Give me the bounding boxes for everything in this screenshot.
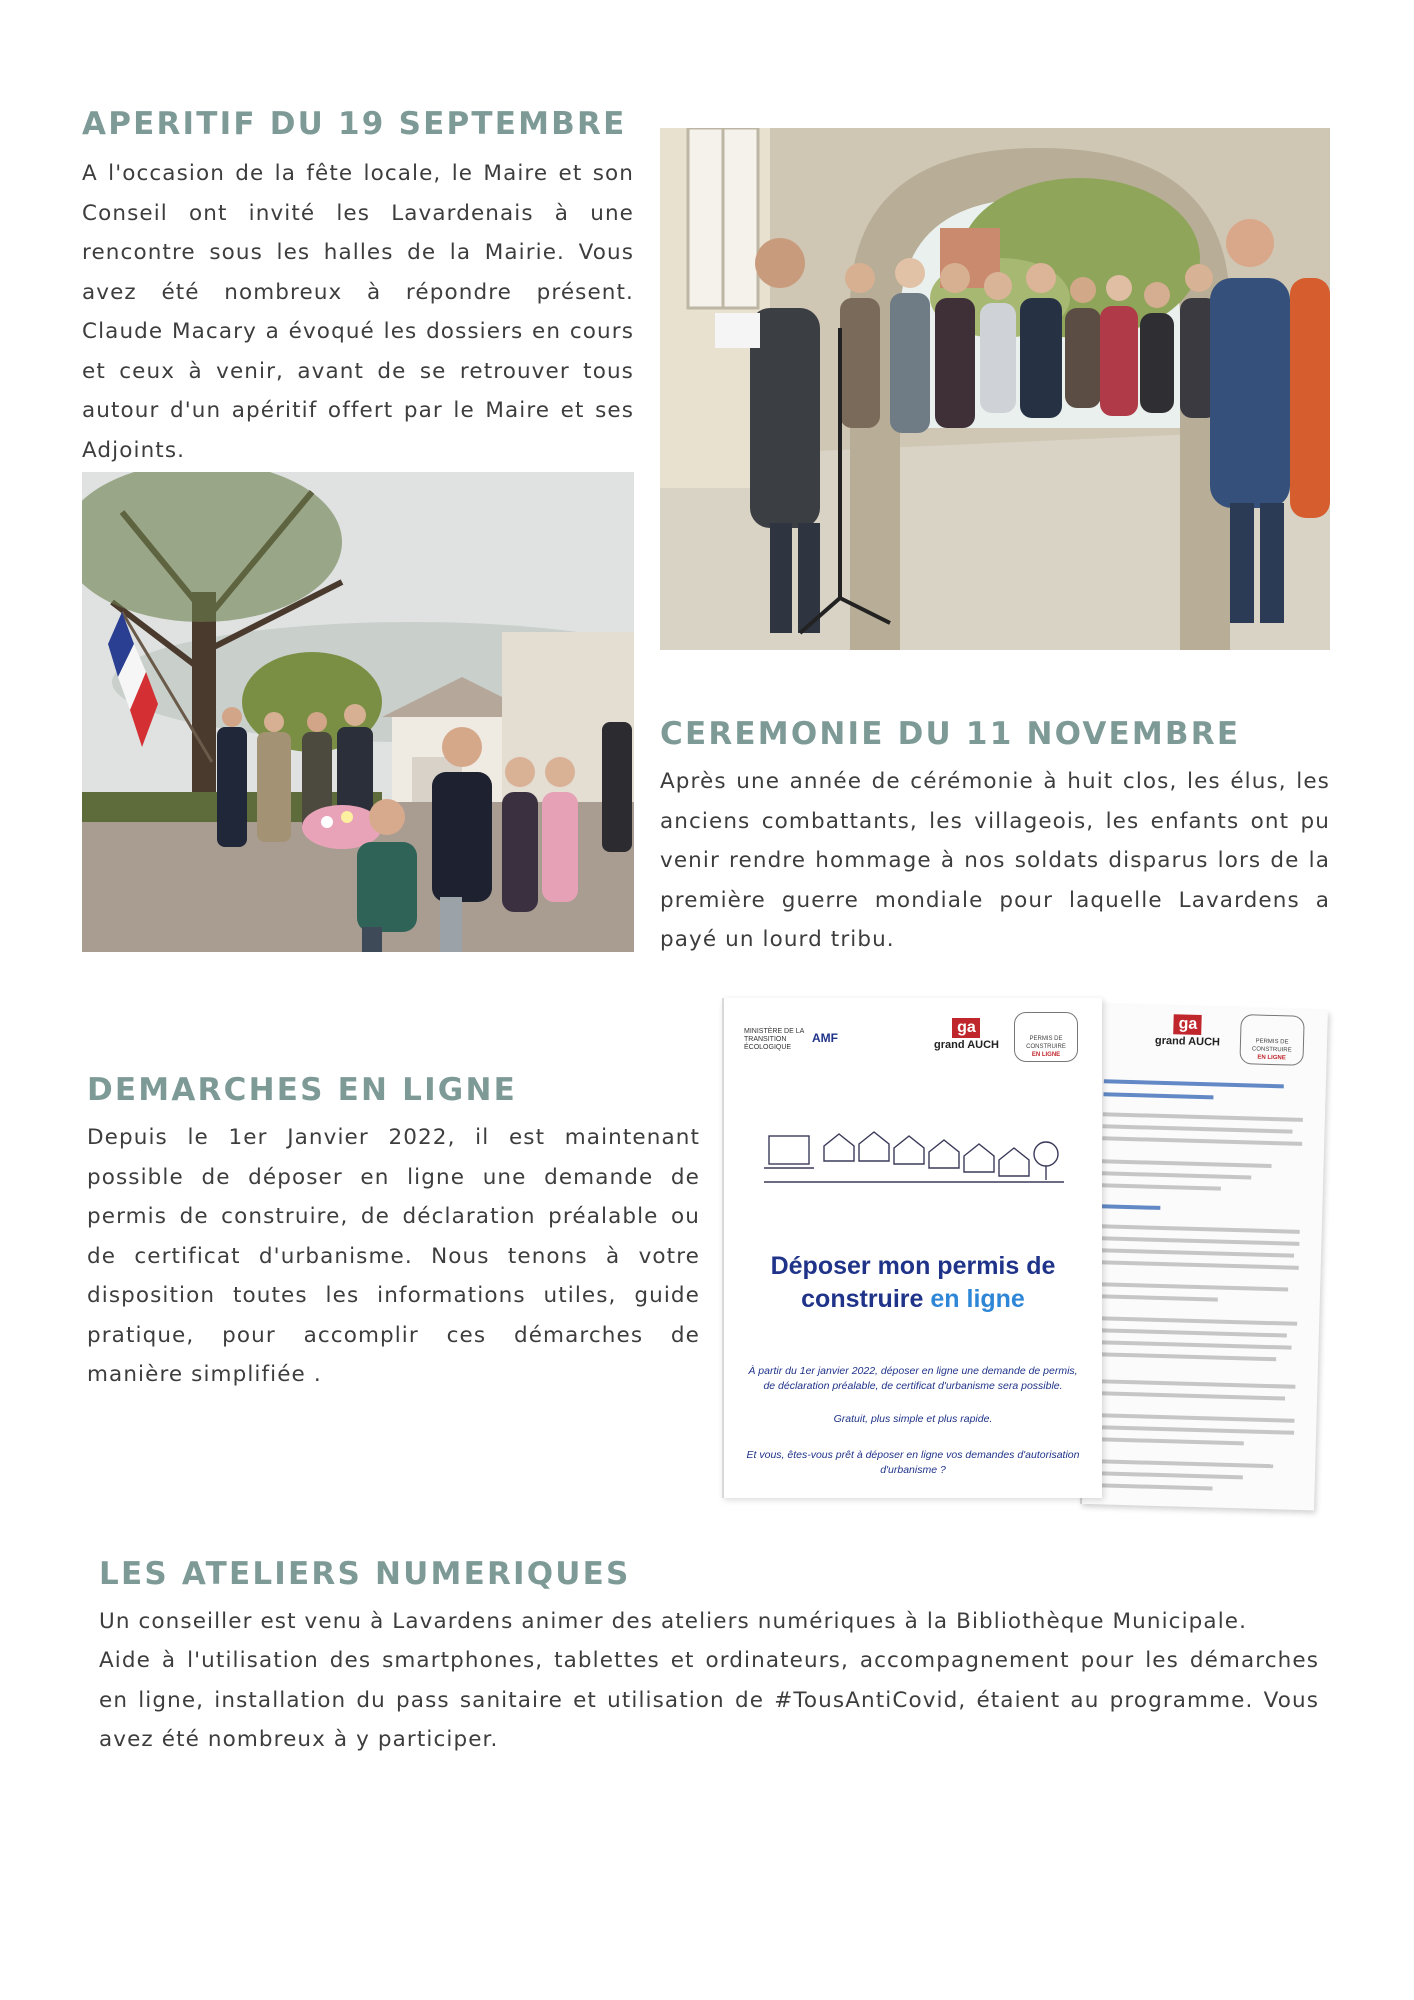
aperitif-photo [660, 128, 1330, 650]
ceremonie-heading: CEREMONIE DU 11 NOVEMBRE [660, 716, 1241, 752]
permis-flyer [722, 988, 1346, 1524]
ateliers-heading: LES ATELIERS NUMERIQUES [99, 1556, 631, 1592]
permis-label: PERMIS DE CONSTRUIRE EN LIGNE [1014, 1012, 1078, 1062]
flyer-title: Déposer mon permis de construire en ligne [770, 1252, 1056, 1313]
flyer-tagline: Gratuit, plus simple et plus rapide. [833, 1413, 993, 1425]
flyer-back-page [1080, 1004, 1328, 1510]
ateliers-text-line2: Aide à l'utilisation des smartphones, tablettes et ordinateurs, accompagnement pour les démarches en ligne, installation du pass sanitaire et utilisation de #TousAntiCovid, étaient au programme. Vous avez été nombreux à y participer. [99, 1648, 1319, 1752]
ministere-logo: MINISTÈRE DE LA TRANSITION ÉCOLOGIQUE [744, 1028, 804, 1051]
halls-gathering-image [660, 128, 1330, 650]
houses-illustration [764, 1116, 1064, 1196]
permis-label-back: PERMIS DE CONSTRUIRE EN LIGNE [1239, 1014, 1304, 1066]
ceremonie-photo [82, 472, 634, 952]
ceremony-image [82, 472, 634, 952]
aperitif-heading: APERITIF DU 19 SEPTEMBRE [82, 106, 627, 142]
flyer-front-page [722, 998, 1102, 1498]
ceremonie-text: Après une année de cérémonie à huit clos, les élus, les anciens combattants, les villageois, les enfants ont pu venir rendre hommage à nos soldats disparus lors de la première guerre mondiale pour laquelle Lavardens a payé un lourd tribu. [660, 769, 1330, 952]
flyer-question: Et vous, êtes-vous prêt à déposer en ligne vos demandes d'autorisation d'urbanisme ? [746, 1449, 1080, 1476]
demarches-text: Depuis le 1er Janvier 2022, il est maintenant possible de déposer en ligne une demande de permis de construire, de déclaration préalable ou de certificat d'urbanisme. Nous tenons à votre disposition toutes les informations utiles, guide pratique, pour accomplir ces démarches de manière simplifiée . [87, 1125, 700, 1387]
grand-auch-logo: ga grand AUCH [934, 1019, 999, 1051]
demarches-heading: DEMARCHES EN LIGNE [87, 1072, 517, 1108]
amf-logo: AMF [812, 1031, 838, 1045]
aperitif-text: A l'occasion de la fête locale, le Maire et son Conseil ont invité les Lavardenais à une rencontre sous les halles de la Mairie. Vous avez été nombreux à répondre présent. Claude Macary a évoqué les dossiers en cours et ceux à venir, avant de se retrouver tous autour d'un apéritif offert par le Maire et ses Adjoints. [82, 161, 634, 463]
flyer-body: À partir du 1er janvier 2022, déposer en ligne une demande de permis, de déclaration préalable, de certificat d'urbanisme sera possible. [748, 1365, 1078, 1392]
grand-auch-logo-back: ga grand AUCH [1154, 1015, 1221, 1049]
ateliers-text-line1: Un conseiller est venu à Lavardens animer des ateliers numériques à la Bibliothèque Municipale. [99, 1609, 1248, 1634]
